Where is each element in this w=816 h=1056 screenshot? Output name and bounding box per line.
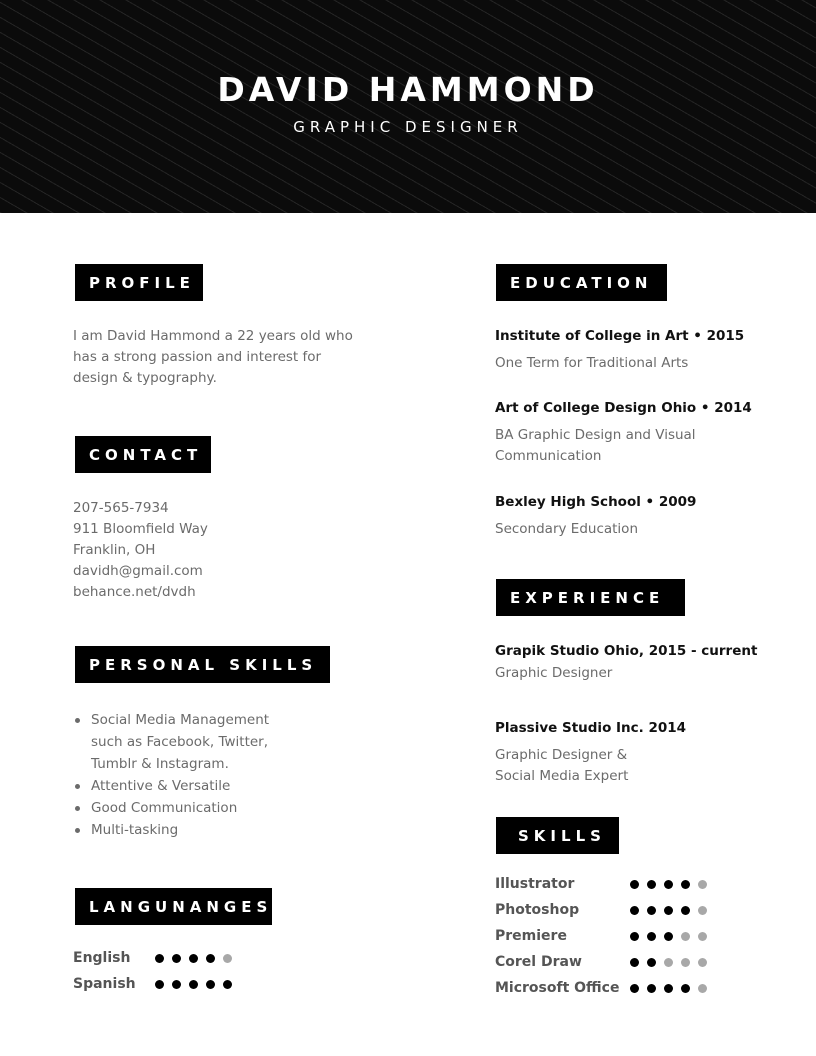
rating-dot-filled [647, 906, 656, 915]
language-row [73, 974, 273, 994]
rating-dot-filled [681, 906, 690, 915]
skill-row [495, 874, 725, 894]
rating-dot-filled [630, 880, 639, 889]
profile-line: I am David Hammond a 22 years old who [73, 328, 353, 344]
rating-dot-filled [189, 980, 198, 989]
rating-dot-filled [647, 932, 656, 941]
profile-heading: PROFILE [75, 264, 203, 301]
experience-heading: EXPERIENCE [496, 579, 685, 616]
rating-dot-filled [206, 954, 215, 963]
contact-phone: 207-565-7934 [73, 500, 169, 516]
education-heading: EDUCATION [496, 264, 667, 301]
rating-dot-filled [647, 958, 656, 967]
experience-detail: Graphic Designer & [495, 747, 628, 763]
list-item [73, 709, 333, 775]
rating-dot-empty [681, 932, 690, 941]
list-item [73, 819, 333, 841]
skill-row [495, 978, 725, 998]
education-detail: Communication [495, 448, 602, 464]
header-banner [0, 0, 816, 213]
list-item-line: Tumblr & Instagram. [91, 756, 229, 772]
contact-website[interactable]: behance.net/dvdh [73, 584, 196, 600]
contact-heading: CONTACT [75, 436, 211, 473]
rating-dots [155, 980, 232, 989]
rating-dot-filled [223, 980, 232, 989]
profile-line: design & typography. [73, 370, 217, 386]
skill-row [495, 952, 725, 972]
profile-line: has a strong passion and interest for [73, 349, 322, 365]
skill-label: Photoshop [495, 902, 580, 918]
profile-text [73, 326, 403, 389]
skill-row [495, 926, 725, 946]
rating-dot-filled [630, 958, 639, 967]
rating-dot-empty [698, 906, 707, 915]
rating-dot-filled [189, 954, 198, 963]
rating-dot-filled [664, 906, 673, 915]
education-title: Institute of College in Art • 2015 [495, 328, 745, 344]
education-detail: Secondary Education [495, 521, 638, 537]
education-detail: One Term for Traditional Arts [495, 355, 689, 371]
job-title: GRAPHIC DESIGNER [293, 118, 523, 136]
experience-detail: Social Media Expert [495, 768, 629, 784]
experience-title: Plassive Studio Inc. 2014 [495, 720, 687, 736]
skill-label: Corel Draw [495, 954, 582, 970]
rating-dot-empty [698, 958, 707, 967]
rating-dot-empty [698, 984, 707, 993]
rating-dot-empty [681, 958, 690, 967]
language-label: Spanish [73, 976, 136, 992]
personal-skills-heading: PERSONAL SKILLS [75, 646, 330, 683]
education-title: Art of College Design Ohio • 2014 [495, 400, 752, 416]
rating-dot-filled [172, 954, 181, 963]
rating-dots [630, 984, 707, 993]
contact-email[interactable]: davidh@gmail.com [73, 563, 203, 579]
language-row [73, 948, 273, 968]
rating-dot-filled [664, 984, 673, 993]
skill-label: Illustrator [495, 876, 575, 892]
rating-dot-filled [647, 880, 656, 889]
personal-skills-list [73, 709, 333, 841]
education-title: Bexley High School • 2009 [495, 494, 697, 510]
rating-dot-filled [630, 932, 639, 941]
skill-label: Premiere [495, 928, 567, 944]
experience-title: Grapik Studio Ohio, 2015 - current [495, 643, 758, 659]
rating-dot-empty [698, 880, 707, 889]
rating-dot-filled [681, 984, 690, 993]
skills-heading: SKILLS [496, 817, 619, 854]
contact-street: 911 Bloomfield Way [73, 521, 208, 537]
rating-dot-filled [630, 984, 639, 993]
rating-dot-filled [681, 880, 690, 889]
list-item-line: Good Communication [91, 800, 238, 816]
list-item [73, 775, 333, 797]
rating-dot-filled [206, 980, 215, 989]
list-item-line: such as Facebook, Twitter, [91, 734, 269, 750]
list-item-line: Multi-tasking [91, 822, 179, 838]
list-item-line: Social Media Management [91, 712, 270, 728]
contact-city: Franklin, OH [73, 542, 156, 558]
rating-dot-filled [664, 932, 673, 941]
rating-dots [630, 906, 707, 915]
list-item [73, 797, 333, 819]
language-label: English [73, 950, 131, 966]
experience-detail: Graphic Designer [495, 665, 613, 681]
rating-dot-empty [223, 954, 232, 963]
skill-label: Microsoft Office [495, 980, 620, 996]
education-detail: BA Graphic Design and Visual [495, 427, 696, 443]
rating-dot-filled [155, 980, 164, 989]
rating-dot-filled [664, 880, 673, 889]
list-item-line: Attentive & Versatile [91, 778, 231, 794]
person-name: DAVID HAMMOND [217, 70, 599, 109]
rating-dots [155, 954, 232, 963]
contact-list [73, 498, 373, 603]
rating-dot-filled [172, 980, 181, 989]
rating-dot-empty [698, 932, 707, 941]
rating-dots [630, 932, 707, 941]
rating-dot-filled [630, 906, 639, 915]
skill-row [495, 900, 725, 920]
rating-dots [630, 880, 707, 889]
rating-dot-filled [647, 984, 656, 993]
rating-dots [630, 958, 707, 967]
languages-heading: LANGUNANGES [75, 888, 272, 925]
rating-dot-filled [155, 954, 164, 963]
rating-dot-empty [664, 958, 673, 967]
